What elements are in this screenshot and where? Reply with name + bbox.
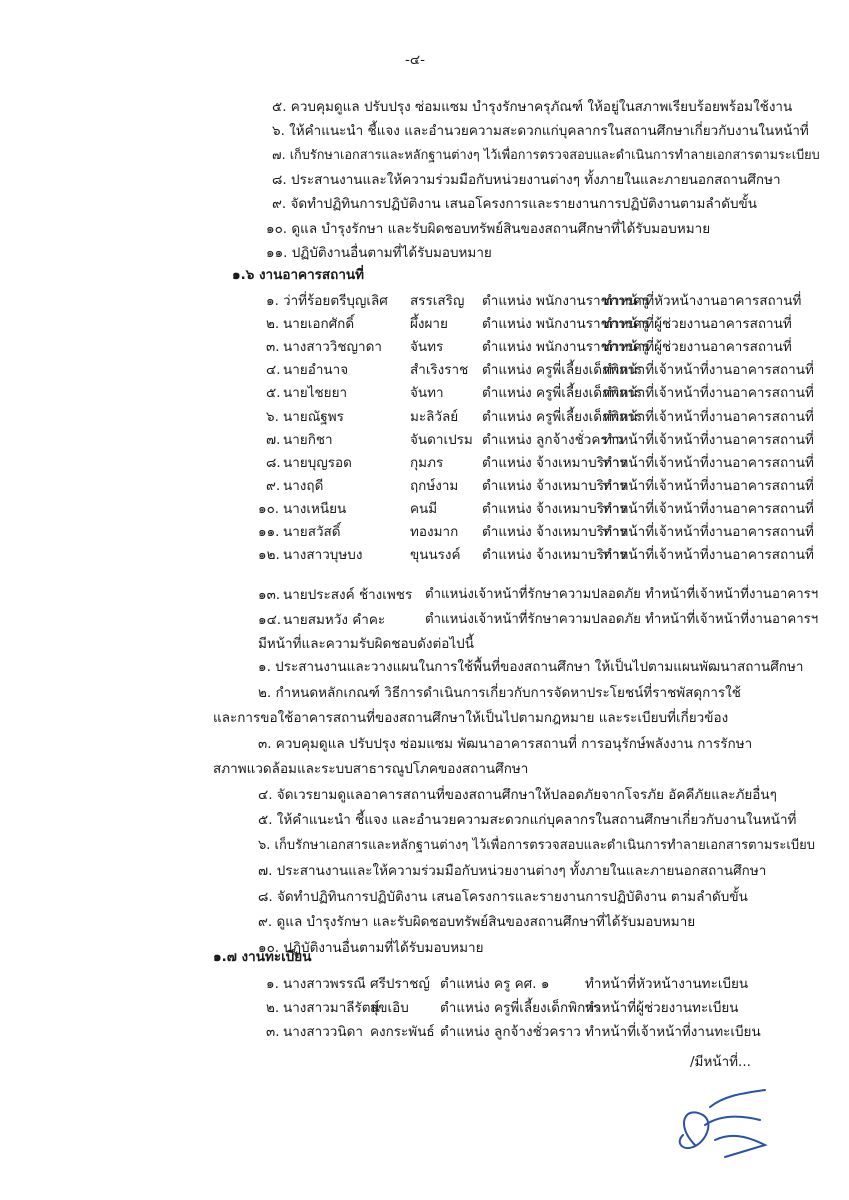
duty-item: ๑๑. ปฏิบัติงานอื่นตามที่ได้รับมอบหมาย [266, 244, 492, 261]
staff-surname: สรรเสริญ [410, 293, 465, 309]
staff-number: ๓. [266, 1024, 280, 1040]
staff-surname: จันดาเปรม [410, 431, 473, 448]
staff-surname: กุมภร [410, 454, 444, 471]
staff-position: ตำแหน่ง จ้างเหมาบริการ [482, 454, 627, 471]
staff-position: ตำแหน่ง พนักงานราชการครู [482, 316, 650, 333]
staff-surname: ทองมาก [410, 524, 459, 540]
staff-position: ตำแหน่ง จ้างเหมาบริการ [482, 500, 627, 517]
continuation-text: /มีหน้าที่... [690, 1054, 751, 1070]
staff-surname: ขุนนรงค์ [410, 547, 461, 564]
duties-intro: มีหน้าที่และความรับผิดชอบดังต่อไปนี้ [258, 636, 474, 652]
staff-name: นายสมหวัง คำคะ [283, 612, 386, 628]
staff-duty: ทำหน้าที่เจ้าหน้าที่งานอาคารสถานที่ [603, 408, 814, 425]
staff-duty: ทำหน้าที่เจ้าหน้าที่งานอาคารสถานที่ [603, 524, 814, 540]
staff-name: นางสาวพรรณี [283, 976, 366, 992]
staff-position-duty: ตำแหน่งเจ้าหน้าที่รักษาความปลอดภัย ทำหน้าที่เจ้าหน้าที่งานอาคารฯ [425, 587, 819, 602]
duty-item: ๔. จัดเวรยามดูแลอาคารสถานที่ของสถานศึกษาให้ปลอดภัยจากโจรภัย อัคคีภัยและภัยอื่นๆ [258, 786, 777, 803]
staff-name: นายเอกศักดิ์ [283, 316, 355, 333]
staff-name: นางสาวบุษบง [283, 547, 363, 564]
staff-position: ตำแหน่ง ครูพี่เลี้ยงเด็กพิการ [482, 385, 643, 402]
staff-name: นายสวัสดิ์ [283, 524, 341, 540]
staff-number: ๔. [266, 362, 281, 379]
staff-position: ตำแหน่ง จ้างเหมาบริการ [482, 477, 627, 494]
duty-item: ๘. จัดทำปฏิทินการปฏิบัติงาน เสนอโครงการและรายงานการปฏิบัติงาน ตามลำดับขั้น [258, 888, 748, 905]
staff-surname: สำเริงราช [410, 362, 469, 379]
staff-duty: ทำหน้าที่ผู้ช่วยงานทะเบียน [585, 1000, 739, 1016]
staff-duty: ทำหน้าที่เจ้าหน้าที่งานอาคารสถานที่ [603, 431, 814, 448]
staff-name: นายณัฐพร [283, 408, 344, 425]
staff-duty: ทำหน้าที่หัวหน้างานอาคารสถานที่ [603, 293, 802, 309]
staff-surname: ฤกษ์งาม [410, 477, 459, 494]
duty-item: ๗. เก็บรักษาเอกสารและหลักฐานต่างๆ ไว้เพื่อการตรวจสอบและดำเนินการทำลายเอกสารตามระเบียบ [272, 147, 820, 163]
staff-position: ตำแหน่ง ครูพี่เลี้ยงเด็กพิการ [440, 1000, 601, 1016]
duty-item: ๙. ดูแล บำรุงรักษา และรับผิดชอบทรัพย์สินของสถานศึกษาที่ได้รับมอบหมาย [258, 914, 696, 930]
section-heading-registration: ๑.๗ งานทะเบียน [213, 949, 312, 965]
staff-number: ๑. [266, 976, 279, 992]
staff-duty: ทำหน้าที่ผู้ช่วยงานอาคารสถานที่ [603, 339, 792, 356]
duty-item: ๖. เก็บรักษาเอกสารและหลักฐานต่างๆ ไว้เพื่อการตรวจสอบและดำเนินการทำลายเอกสารตามระเบียบ [258, 837, 815, 853]
staff-duty: ทำหน้าที่เจ้าหน้าที่งานอาคารสถานที่ [603, 500, 814, 517]
staff-position: ตำแหน่ง พนักงานราชการครู [482, 339, 650, 356]
staff-name: นายอำนาจ [283, 362, 349, 379]
duty-item: ๖. ให้คำแนะนำ ชี้แจง และอำนวยความสะดวกแก่บุคลากรในสถานศึกษาเกี่ยวกับงานในหน้าที่ [272, 123, 809, 140]
staff-number: ๕. [266, 385, 281, 402]
staff-duty: ทำหน้าที่เจ้าหน้าที่งานอาคารสถานที่ [603, 454, 814, 471]
staff-position: ตำแหน่ง ลูกจ้างชั่วคราว [440, 1024, 581, 1040]
staff-position: ตำแหน่ง ลูกจ้างชั่วคราว [482, 431, 623, 448]
staff-position: ตำแหน่ง ครู คศ. ๑ [440, 976, 550, 992]
staff-name: นางเหนียน [283, 500, 347, 517]
section-heading-building: ๑.๖ งานอาคารสถานที่ [232, 267, 365, 283]
staff-number: ๑๐. [258, 500, 280, 517]
staff-number: ๓. [266, 339, 280, 356]
staff-duty: ทำหน้าที่เจ้าหน้าที่งานอาคารสถานที่ [603, 477, 814, 494]
staff-surname: สุขเอิบ [370, 1000, 409, 1016]
duty-item: ๑๐. ปฏิบัติงานอื่นตามที่ได้รับมอบหมาย [258, 939, 484, 956]
staff-name: นางฤดี [283, 477, 324, 494]
staff-surname: คนมี [410, 500, 438, 517]
staff-name: นายไชยยา [283, 385, 348, 402]
duty-item: และการขอใช้อาคารสถานที่ของสถานศึกษาให้เป็นไปตามกฎหมาย และระเบียบที่เกี่ยวข้อง [213, 710, 729, 726]
staff-duty: ทำหน้าที่เจ้าหน้าที่งานอาคารสถานที่ [603, 547, 814, 564]
staff-number: ๑๓. [258, 587, 281, 603]
staff-duty: ทำหน้าที่หัวหน้างานทะเบียน [585, 976, 749, 992]
page-number: -๔- [405, 52, 425, 68]
staff-surname: มะลิวัลย์ [410, 408, 459, 425]
staff-name: นางสาววนิดา [283, 1024, 363, 1040]
staff-number: ๑๑. [258, 524, 280, 540]
staff-name: ว่าที่ร้อยตรีบุญเลิศ [283, 293, 388, 309]
staff-number: ๙. [266, 477, 281, 494]
duty-item: ๑. ประสานงานและวางแผนในการใช้พื้นที่ของสถานศึกษา ให้เป็นไปตามแผนพัฒนาสถานศึกษา [258, 659, 804, 675]
staff-name: นางสาววิชญาดา [283, 339, 382, 356]
staff-duty: ทำหน้าที่เจ้าหน้าที่งานอาคารสถานที่ [603, 362, 814, 379]
staff-number: ๑. [266, 293, 279, 309]
duty-item: ๕. ควบคุมดูแล ปรับปรุง ซ่อมแซม บำรุงรักษาครุภัณฑ์ ให้อยู่ในสภาพเรียบร้อยพร้อมใช้งาน [272, 99, 793, 115]
staff-duty: ทำหน้าที่เจ้าหน้าที่งานอาคารสถานที่ [603, 385, 814, 402]
staff-number: ๒. [266, 316, 280, 333]
duty-item: ๙. จัดทำปฏิทินการปฏิบัติงาน เสนอโครงการและรายงานการปฏิบัติงานตามลำดับขั้น [272, 196, 758, 213]
staff-position: ตำแหน่ง พนักงานราชการครู [482, 293, 650, 309]
staff-surname: จันทร [410, 339, 444, 356]
staff-duty: ทำหน้าที่ผู้ช่วยงานอาคารสถานที่ [603, 316, 792, 333]
duty-item: ๘. ประสานงานและให้ความร่วมมือกับหน่วยงานต่างๆ ทั้งภายในและภายนอกสถานศึกษา [272, 171, 781, 188]
staff-number: ๑๒. [258, 547, 280, 564]
staff-duty: ทำหน้าที่เจ้าหน้าที่งานทะเบียน [585, 1024, 761, 1040]
duty-item: ๒. กำหนดหลักเกณฑ์ วิธีการดำเนินการเกี่ยวกับการจัดหาประโยชน์ที่ราชพัสดุการใช้ [258, 684, 741, 701]
staff-number: ๗. [266, 431, 281, 448]
duty-item: ๓. ควบคุมดูแล ปรับปรุง ซ่อมแซม พัฒนาอาคารสถานที่ การอนุรักษ์พลังงาน การรักษา [258, 735, 753, 752]
staff-surname: จันทา [410, 385, 444, 402]
staff-surname: คงกระพันธ์ [370, 1024, 435, 1040]
staff-surname: ศรีปราชญ์ [370, 976, 430, 992]
staff-position: ตำแหน่ง ครูพี่เลี้ยงเด็กพิการ [482, 362, 643, 379]
duty-item: ๑๐. ดูแล บำรุงรักษา และรับผิดชอบทรัพย์สินของสถานศึกษาที่ได้รับมอบหมาย [266, 220, 711, 237]
duty-item: ๕. ให้คำแนะนำ ชี้แจง และอำนวยความสะดวกแก่บุคลากรในสถานศึกษาเกี่ยวกับงานในหน้าที่ [258, 812, 797, 828]
staff-number: ๑๔. [258, 612, 282, 628]
staff-name: นายบุญรอด [283, 454, 352, 471]
staff-position: ตำแหน่ง จ้างเหมาบริการ [482, 524, 627, 540]
staff-name: นางสาวมาลีรัตน์ [283, 1000, 380, 1016]
staff-position: ตำแหน่ง ครูพี่เลี้ยงเด็กพิการ [482, 408, 643, 425]
staff-number: ๒. [266, 1000, 280, 1016]
staff-number: ๖. [266, 408, 279, 425]
duty-item: สภาพแวดล้อมและระบบสาธารณูปโภคของสถานศึกษา [213, 761, 529, 777]
staff-name: นายประสงค์ ช้างเพชร [283, 587, 413, 603]
staff-number: ๘. [266, 454, 281, 471]
duty-item: ๗. ประสานงานและให้ความร่วมมือกับหน่วยงานต่างๆ ทั้งภายในและภายนอกสถานศึกษา [258, 863, 767, 879]
staff-name: นายกิชา [283, 431, 333, 448]
staff-position: ตำแหน่ง จ้างเหมาบริการ [482, 547, 627, 564]
staff-surname: ผึ้งผาย [410, 316, 448, 333]
staff-position-duty: ตำแหน่งเจ้าหน้าที่รักษาความปลอดภัย ทำหน้าที่เจ้าหน้าที่งานอาคารฯ [425, 612, 819, 627]
signature-icon [665, 1085, 775, 1165]
